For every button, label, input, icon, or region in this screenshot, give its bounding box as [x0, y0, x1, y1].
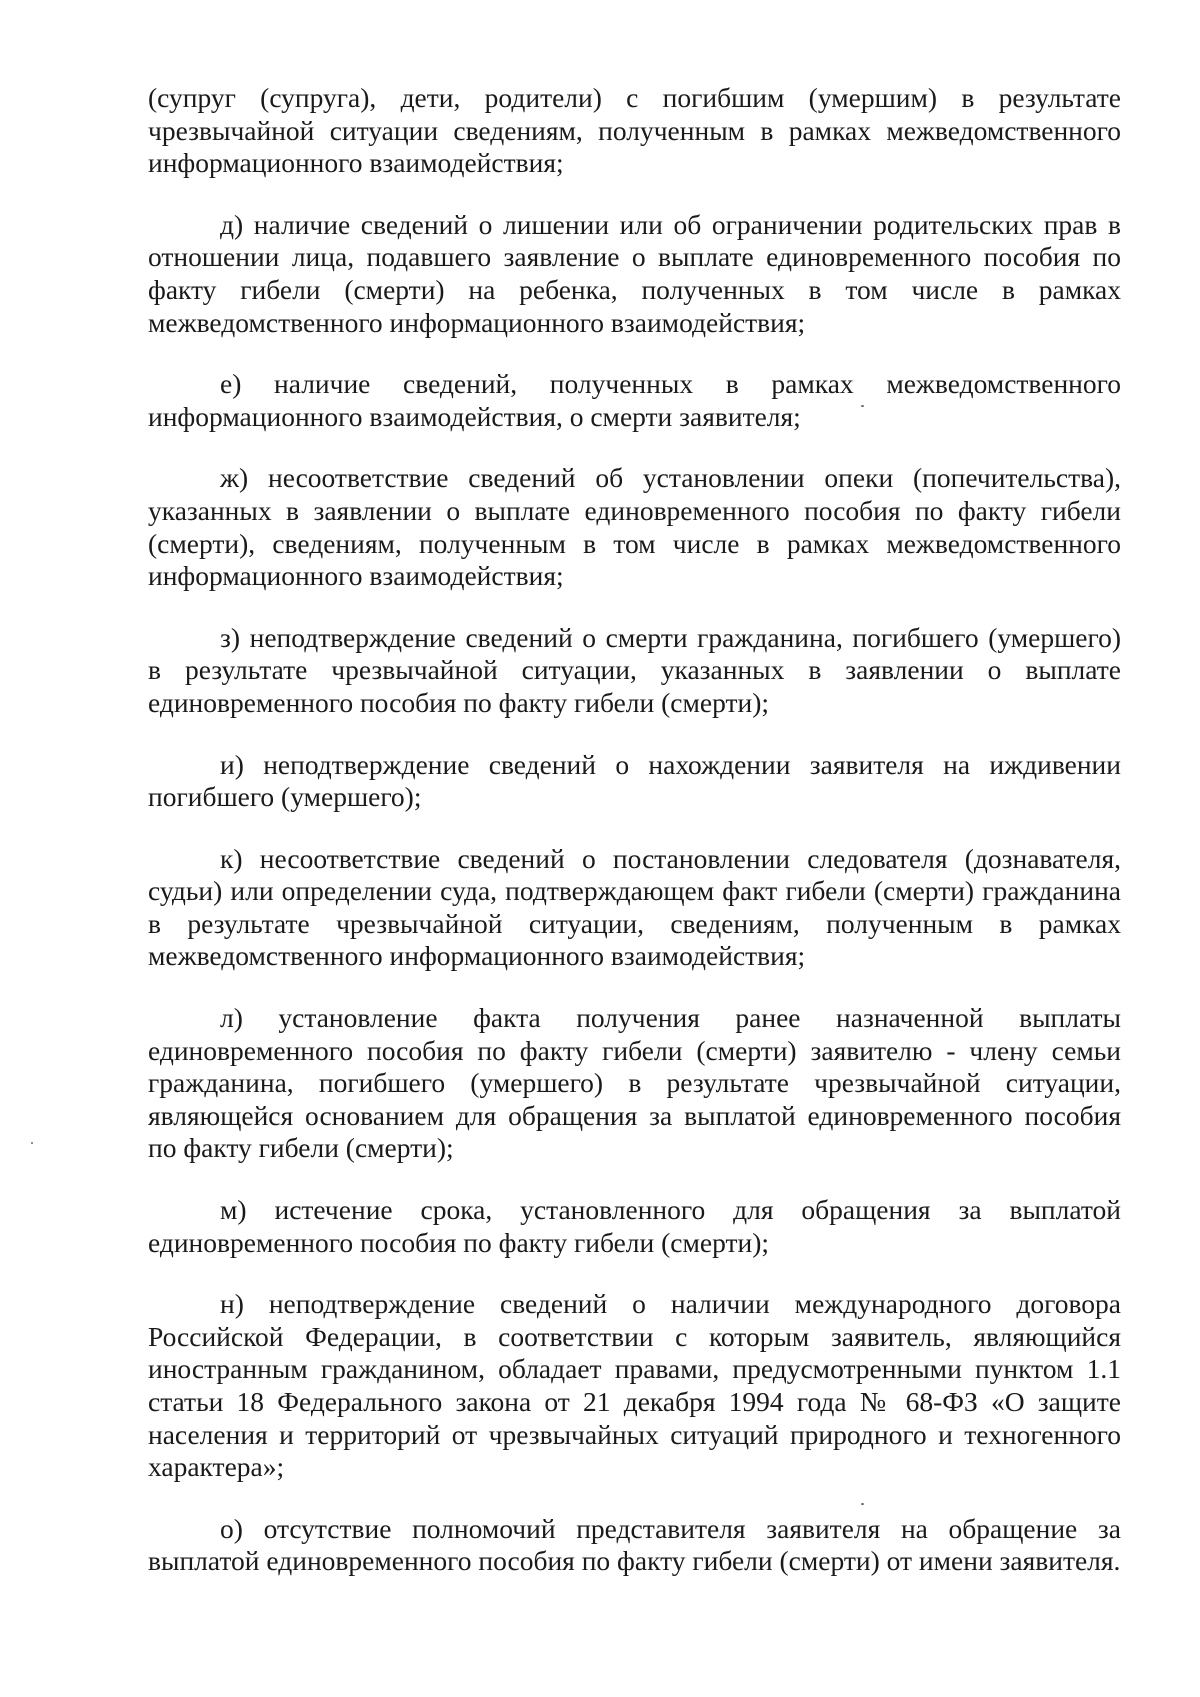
paragraph-item-n: н) неподтверждение сведений о наличии международного договора Российской Федерации, в соответствии с которым заявитель, являющийся иностранным гражданином, обладает правами, предусмотренными пунктом 1.1 статьи 18 Федерального закона от 21 декабря 1994 года № 68-ФЗ «О защите населения и территорий от чрезвычайных ситуаций природного и техногенного характера»; — [148, 1288, 1121, 1483]
scan-speck — [861, 405, 864, 407]
paragraph-continuation: (супруг (супруга), дети, родители) с погибшим (умершим) в результате чрезвычайной ситуации сведениям, полученным в рамках межведомственного информационного взаимодействия; — [148, 82, 1121, 179]
scan-speck — [861, 1503, 864, 1505]
paragraph-item-o: о) отсутствие полномочий представителя заявителя на обращение за выплатой единовременного пособия по факту гибели (смерти) от имени заявителя. — [148, 1512, 1121, 1577]
paragraph-item-l: л) установление факта получения ранее назначенной выплаты единовременного пособия по факту гибели (смерти) заявителю - члену семьи гражданина, погибшего (умершего) в результате чрезвычайной ситуации, являющейся основанием для обращения за выплатой единовременного пособия по факту гибели (смерти); — [148, 1002, 1121, 1164]
paragraph-item-m: м) истечение срока, установленного для обращения за выплатой единовременного пособия по факту гибели (смерти); — [148, 1194, 1121, 1258]
paragraph-item-k: к) несоответствие сведений о постановлении следователя (дознавателя, судьи) или определении суда, подтверждающем факт гибели (смерти) гражданина в результате чрезвычайной ситуации, сведениям, полученным в рамках межведомственного информационного взаимодействия; — [148, 842, 1121, 972]
paragraph-item-i: и) неподтверждение сведений о нахождении заявителя на иждивении погибшего (умершего); — [148, 748, 1121, 813]
paragraph-item-z: з) неподтверждение сведений о смерти гражданина, погибшего (умершего) в результате чрезвычайной ситуации, указанных в заявлении о выплате единовременного пособия по факту гибели (смерти); — [148, 621, 1121, 718]
scan-speck — [31, 1142, 33, 1144]
paragraph-item-zh: ж) несоответствие сведений об установлении опеки (попечительства), указанных в заявлении о выплате единовременного пособия по факту гибели (смерти), сведениям, полученным в том числе в рамках межведомственного информационного взаимодействия; — [148, 462, 1121, 592]
paragraph-item-e: е) наличие сведений, полученных в рамках межведомственного информационного взаимодействия, о смерти заявителя; — [148, 368, 1121, 432]
paragraph-item-d: д) наличие сведений о лишении или об ограничении родительских прав в отношении лица, подавшего заявление о выплате единовременного пособия по факту гибели (смерти) на ребенка, полученных в том числе в рамках межведомственного информационного взаимодействия; — [148, 208, 1121, 338]
document-body — [148, 82, 1121, 1578]
